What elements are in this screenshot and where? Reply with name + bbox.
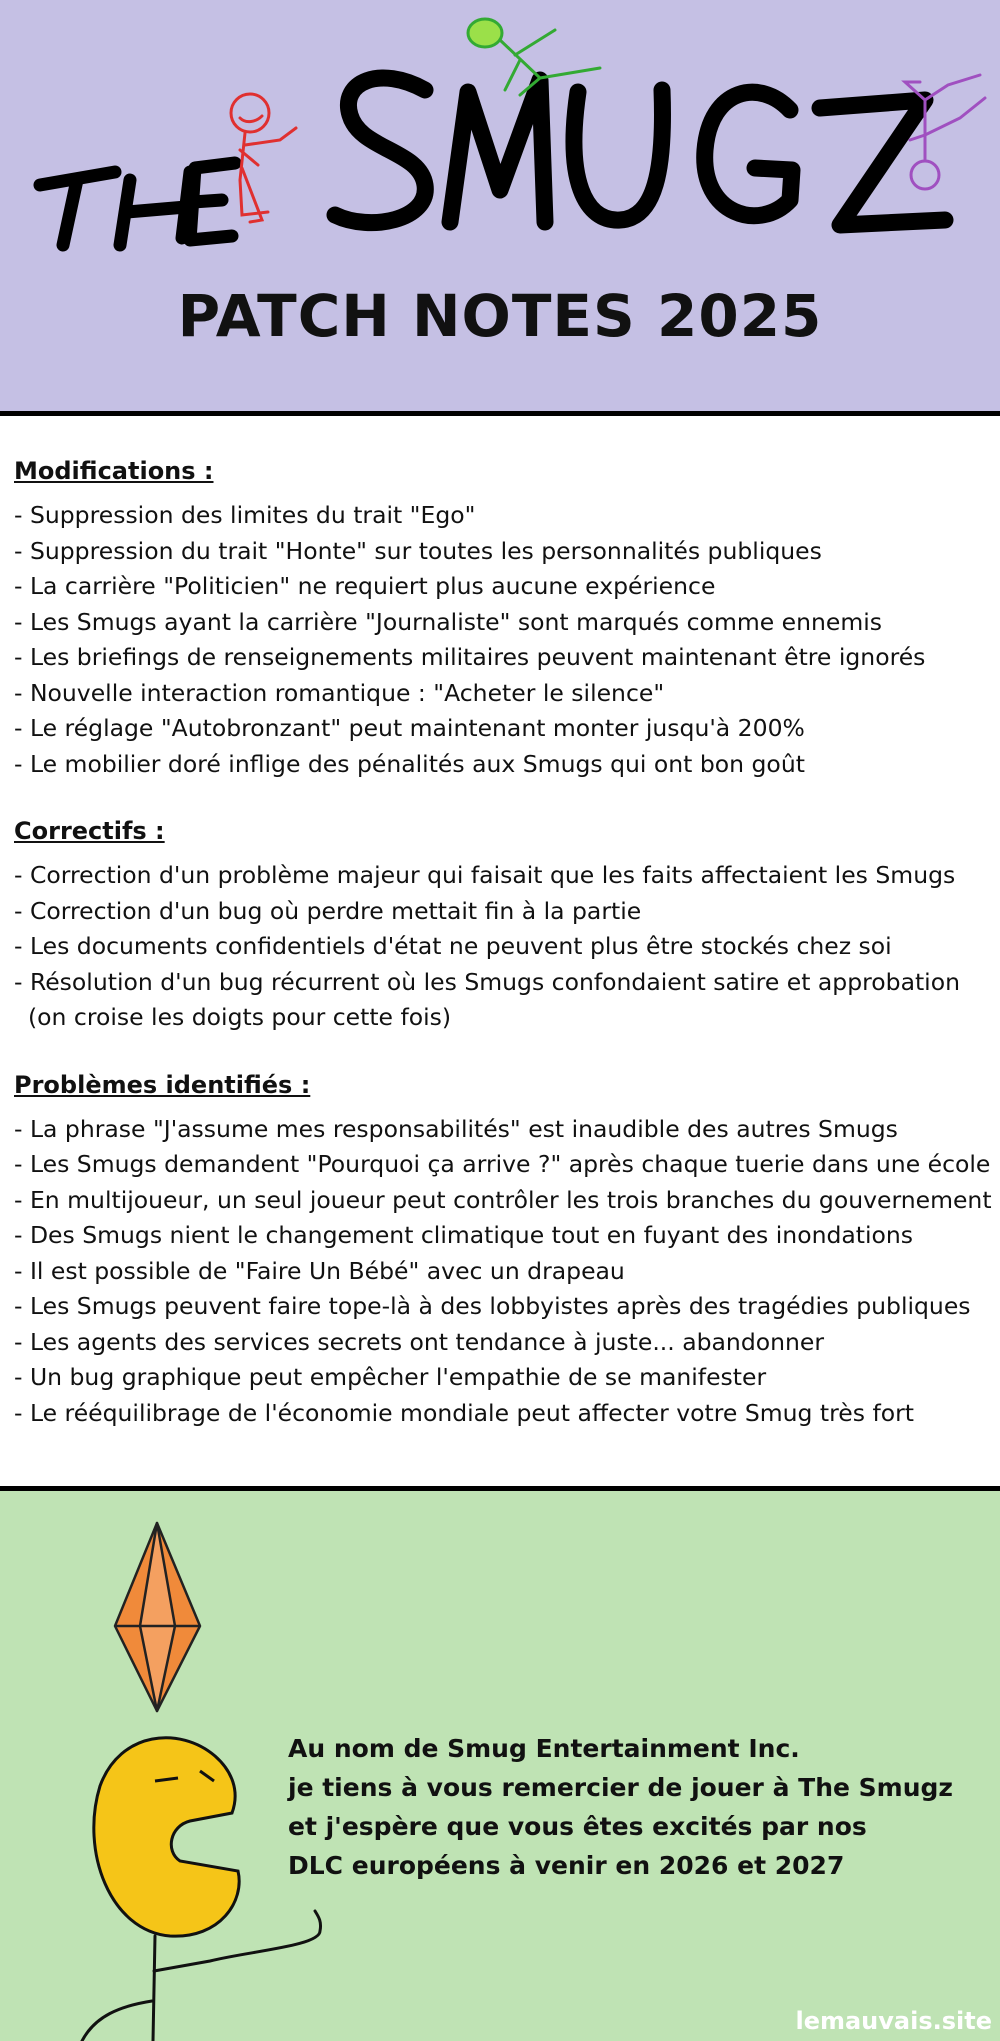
list-item: - Les briefings de renseignements militaires peuvent maintenant être ignorés — [14, 643, 926, 671]
footer-panel — [0, 1491, 1000, 2041]
section-correctifs — [14, 816, 994, 1036]
list-item: - Résolution d'un bug récurrent où les Smugs confondaient satire et approbation — [14, 967, 960, 996]
list-item: - Correction d'un bug où perdre mettait fin à la partie — [14, 896, 642, 925]
list-item: - Suppression des limites du trait "Ego" — [14, 501, 476, 529]
red-stickman — [231, 94, 296, 222]
purple-stickman — [905, 75, 985, 189]
character-head — [94, 1738, 239, 1936]
list-item: - Il est possible de "Faire Un Bébé" avec un drapeau — [14, 1256, 625, 1285]
list-item: - La phrase "J'assume mes responsabilités" est inaudible des autres Smugs — [14, 1114, 898, 1143]
logo-the — [40, 163, 235, 245]
list-item: - Des Smugs nient le changement climatique tout en fuyant des inondations — [14, 1221, 914, 1249]
list-item: - Les Smugs peuvent faire tope-là à des lobbyistes après des tragédies publiques — [14, 1292, 971, 1320]
list-item: - En multijoueur, un seul joueur peut contrôler les trois branches du gouvernement — [14, 1185, 992, 1214]
list-item: - Le rééquilibrage de l'économie mondiale peut affecter votre Smug très fort — [14, 1398, 914, 1427]
list-item: - Nouvelle interaction romantique : "Acheter le silence" — [14, 678, 665, 707]
patch-notes-title: PATCH NOTES 2025 — [177, 282, 823, 350]
list-item: - Suppression du trait "Honte" sur toutes les personnalités publiques — [14, 536, 822, 565]
list-item: - Le mobilier doré inflige des pénalités aux Smugs qui ont bon goût — [14, 749, 805, 778]
thanks-line: DLC européens à venir en 2026 et 2027 — [288, 1851, 845, 1880]
site-watermark: lemauvais.site — [795, 2007, 992, 2035]
list-item: - Les Smugs demandent "Pourquoi ça arrive ?" après chaque tuerie dans une école — [14, 1150, 991, 1178]
section-modifications — [14, 456, 994, 782]
header-banner — [0, 0, 1000, 416]
thanks-line: et j'espère que vous êtes excités par nos — [288, 1812, 867, 1841]
list-item: - Les agents des services secrets ont tendance à juste... abandonner — [14, 1327, 825, 1356]
logo-smugz — [335, 78, 945, 225]
green-stickman — [468, 19, 600, 95]
list-item: - Correction d'un problème majeur qui faisait que les faits affectaient les Smugs — [14, 861, 956, 889]
thanks-message — [288, 1729, 988, 1885]
list-item: - Les documents confidentiels d'état ne peuvent plus être stockés chez soi — [14, 932, 892, 960]
list-item: - Un bug graphique peut empêcher l'empathie de se manifester — [14, 1363, 767, 1391]
thanks-line: Au nom de Smug Entertainment Inc. — [288, 1734, 800, 1763]
section-title: Problèmes identifiés : — [14, 1070, 311, 1099]
list-item: - Le réglage "Autobronzant" peut maintenant monter jusqu'à 200% — [14, 714, 805, 742]
section-title: Modifications : — [14, 457, 214, 485]
section-problemes — [14, 1070, 994, 1432]
thanks-line: je tiens à vous remercier de jouer à The Smugz — [288, 1773, 953, 1802]
list-item-continuation: (on croise les doigts pour cette fois) — [28, 1003, 452, 1031]
list-item: - La carrière "Politicien" ne requiert plus aucune expérience — [14, 572, 716, 600]
list-item: - Les Smugs ayant la carrière "Journaliste" sont marqués comme ennemis — [14, 607, 883, 636]
section-title: Correctifs : — [14, 817, 165, 845]
plumbob-icon — [115, 1523, 200, 1711]
patch-notes-body — [14, 456, 994, 1465]
